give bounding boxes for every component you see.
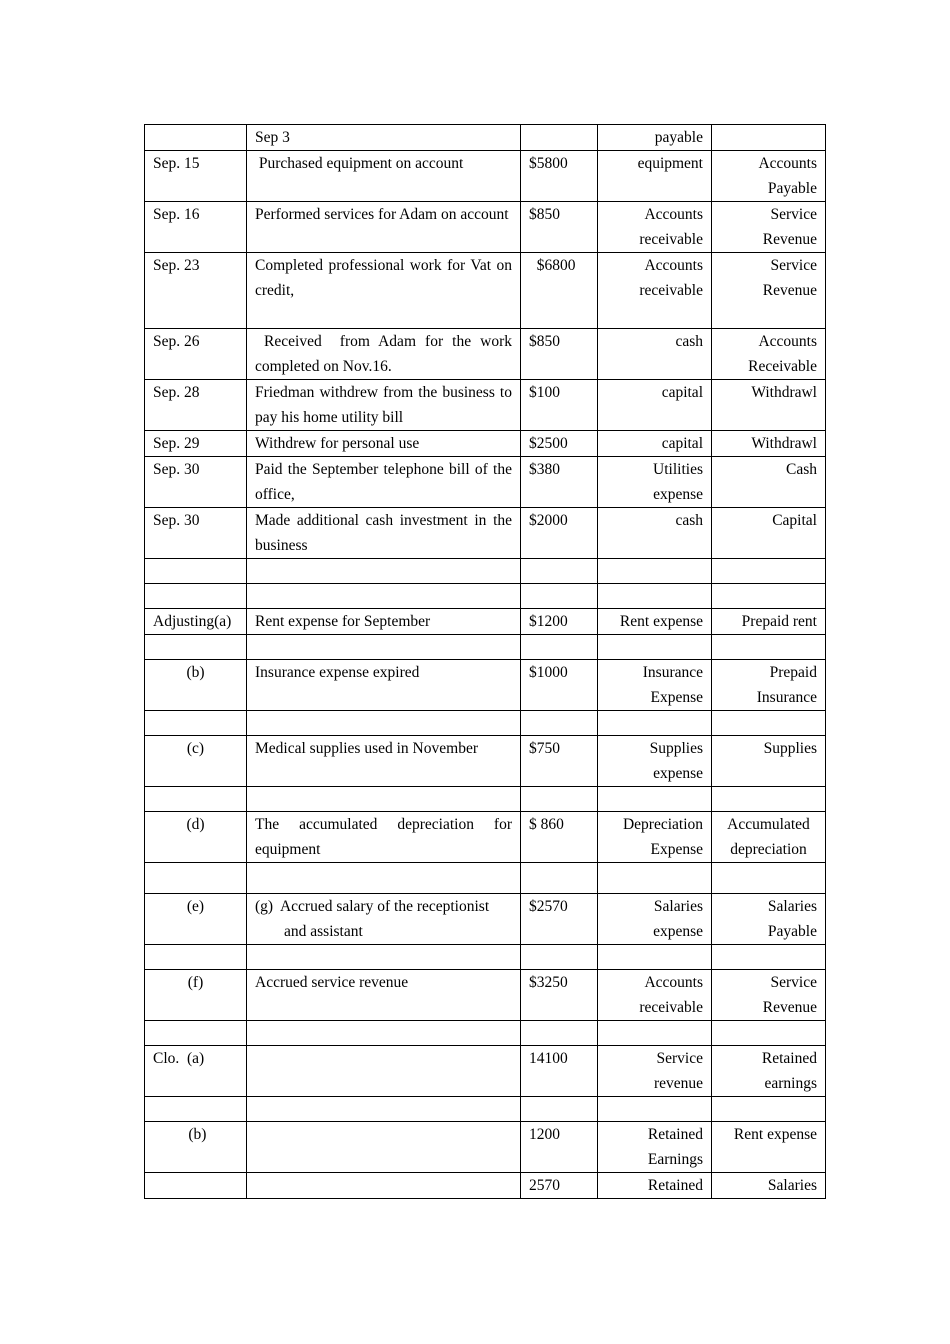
description-cell: Withdrew for personal use — [247, 431, 521, 457]
description-cell — [247, 1097, 521, 1122]
journal-table — [144, 124, 826, 1199]
credit-account-cell: Accumulated depreciation — [712, 812, 826, 863]
date-cell: (c) — [145, 736, 247, 787]
table-row — [145, 584, 826, 609]
credit-account-cell: Service Revenue — [712, 253, 826, 329]
debit-account-cell — [598, 1021, 712, 1046]
credit-account-cell — [712, 711, 826, 736]
table-row — [145, 812, 826, 863]
date-cell — [145, 711, 247, 736]
date-cell: (d) — [145, 812, 247, 863]
table-row — [145, 945, 826, 970]
debit-account-cell — [598, 635, 712, 660]
date-cell: (f) — [145, 970, 247, 1021]
credit-account-cell: Service Revenue — [712, 202, 826, 253]
description-cell: Sep 3 — [247, 125, 521, 151]
credit-account-cell: Capital — [712, 508, 826, 559]
credit-account-cell: Cash — [712, 457, 826, 508]
amount-cell: 1200 — [521, 1122, 598, 1173]
description-cell: Paid the September telephone bill of the office, — [247, 457, 521, 508]
date-cell: Sep. 23 — [145, 253, 247, 329]
debit-account-cell: Retained Earnings — [598, 1122, 712, 1173]
description-cell — [247, 894, 521, 945]
date-cell: Sep. 30 — [145, 457, 247, 508]
amount-cell: $850 — [521, 202, 598, 253]
debit-account-cell: equipment — [598, 151, 712, 202]
description-cell: Completed professional work for Vat on credit, — [247, 253, 521, 329]
description-cell — [247, 1173, 521, 1199]
amount-cell: $1200 — [521, 609, 598, 635]
table-row — [145, 329, 826, 380]
table-row — [145, 202, 826, 253]
date-cell: Sep. 28 — [145, 380, 247, 431]
journal-page — [144, 124, 825, 1199]
amount-cell: 2570 — [521, 1173, 598, 1199]
table-row — [145, 253, 826, 329]
debit-account-cell — [598, 945, 712, 970]
credit-account-cell — [712, 635, 826, 660]
date-cell — [145, 787, 247, 812]
debit-account-cell: Accounts receivable — [598, 253, 712, 329]
description-cell: Performed services for Adam on account — [247, 202, 521, 253]
table-row — [145, 1021, 826, 1046]
amount-cell: $750 — [521, 736, 598, 787]
amount-cell — [521, 787, 598, 812]
table-row — [145, 1097, 826, 1122]
debit-account-cell: Supplies expense — [598, 736, 712, 787]
credit-account-cell — [712, 1021, 826, 1046]
date-cell — [145, 863, 247, 894]
date-cell: Clo. (a) — [145, 1046, 247, 1097]
amount-cell: $1000 — [521, 660, 598, 711]
credit-account-cell — [712, 945, 826, 970]
date-cell: (b) — [145, 660, 247, 711]
date-cell — [145, 559, 247, 584]
description-cell — [247, 635, 521, 660]
description-cell — [247, 559, 521, 584]
table-row — [145, 559, 826, 584]
amount-cell: $2500 — [521, 431, 598, 457]
table-row — [145, 736, 826, 787]
debit-account-cell: Insurance Expense — [598, 660, 712, 711]
table-row — [145, 125, 826, 151]
table-row — [145, 151, 826, 202]
debit-account-cell — [598, 1097, 712, 1122]
description-cell — [247, 1046, 521, 1097]
table-row — [145, 787, 826, 812]
credit-account-cell: Service Revenue — [712, 970, 826, 1021]
credit-account-cell — [712, 1097, 826, 1122]
table-row — [145, 863, 826, 894]
credit-account-cell: Prepaid rent — [712, 609, 826, 635]
credit-account-cell: Accounts Payable — [712, 151, 826, 202]
credit-account-cell: Prepaid Insurance — [712, 660, 826, 711]
credit-account-cell — [712, 125, 826, 151]
debit-account-cell: Service revenue — [598, 1046, 712, 1097]
description-cell: Accrued service revenue — [247, 970, 521, 1021]
debit-account-cell: Salaries expense — [598, 894, 712, 945]
date-cell: Sep. 16 — [145, 202, 247, 253]
debit-account-cell: capital — [598, 380, 712, 431]
date-cell: Sep. 26 — [145, 329, 247, 380]
description-cell: Made additional cash investment in the business — [247, 508, 521, 559]
debit-account-cell: cash — [598, 329, 712, 380]
date-cell: Sep. 30 — [145, 508, 247, 559]
table-row — [145, 711, 826, 736]
debit-account-cell — [598, 863, 712, 894]
credit-account-cell — [712, 584, 826, 609]
amount-cell: $6800 — [521, 253, 598, 329]
date-cell — [145, 945, 247, 970]
debit-account-cell: Rent expense — [598, 609, 712, 635]
amount-cell: $5800 — [521, 151, 598, 202]
date-cell — [145, 635, 247, 660]
debit-account-cell — [598, 584, 712, 609]
date-cell — [145, 125, 247, 151]
description-cell: Insurance expense expired — [247, 660, 521, 711]
amount-cell — [521, 125, 598, 151]
table-row — [145, 431, 826, 457]
amount-cell — [521, 635, 598, 660]
date-cell: Sep. 29 — [145, 431, 247, 457]
amount-cell: $850 — [521, 329, 598, 380]
credit-account-cell — [712, 863, 826, 894]
credit-account-cell: Withdrawl — [712, 380, 826, 431]
description-cell: The accumulated depreciation for equipment — [247, 812, 521, 863]
description-cell — [247, 1122, 521, 1173]
amount-cell: $2570 — [521, 894, 598, 945]
description-cell: Friedman withdrew from the business to pay his home utility bill — [247, 380, 521, 431]
table-row — [145, 970, 826, 1021]
amount-cell: $2000 — [521, 508, 598, 559]
debit-account-cell: capital — [598, 431, 712, 457]
date-cell: (e) — [145, 894, 247, 945]
date-cell — [145, 1021, 247, 1046]
credit-account-cell: Salaries — [712, 1173, 826, 1199]
credit-account-cell: Rent expense — [712, 1122, 826, 1173]
credit-account-cell: Withdrawl — [712, 431, 826, 457]
description-text: (g) Accrued salary of the receptionist and assistant — [255, 898, 494, 940]
debit-account-cell — [598, 711, 712, 736]
debit-account-cell — [598, 559, 712, 584]
description-cell — [247, 787, 521, 812]
credit-account-cell: Retained earnings — [712, 1046, 826, 1097]
amount-cell — [521, 863, 598, 894]
description-cell — [247, 945, 521, 970]
amount-cell: $100 — [521, 380, 598, 431]
amount-cell — [521, 945, 598, 970]
amount-cell: 14100 — [521, 1046, 598, 1097]
description-cell: Purchased equipment on account — [247, 151, 521, 202]
description-cell: Received from Adam for the work completed on Nov.16. — [247, 329, 521, 380]
date-cell: Adjusting(a) — [145, 609, 247, 635]
description-cell — [247, 584, 521, 609]
table-row — [145, 380, 826, 431]
table-row — [145, 894, 826, 945]
credit-account-cell — [712, 787, 826, 812]
table-row — [145, 1122, 826, 1173]
debit-account-cell: payable — [598, 125, 712, 151]
amount-cell — [521, 559, 598, 584]
date-cell — [145, 1097, 247, 1122]
date-cell — [145, 584, 247, 609]
table-row — [145, 609, 826, 635]
description-cell — [247, 1021, 521, 1046]
description-cell — [247, 863, 521, 894]
debit-account-cell: Retained — [598, 1173, 712, 1199]
table-row — [145, 635, 826, 660]
debit-account-cell: Accounts receivable — [598, 202, 712, 253]
debit-account-cell: Utilities expense — [598, 457, 712, 508]
date-cell: Sep. 15 — [145, 151, 247, 202]
table-row — [145, 457, 826, 508]
debit-account-cell — [598, 787, 712, 812]
date-cell: (b) — [145, 1122, 247, 1173]
amount-cell: $3250 — [521, 970, 598, 1021]
credit-account-cell: Supplies — [712, 736, 826, 787]
debit-account-cell: Depreciation Expense — [598, 812, 712, 863]
amount-cell: $ 860 — [521, 812, 598, 863]
description-cell: Rent expense for September — [247, 609, 521, 635]
amount-cell — [521, 711, 598, 736]
debit-account-cell: Accounts receivable — [598, 970, 712, 1021]
description-cell — [247, 711, 521, 736]
table-row — [145, 660, 826, 711]
description-cell: Medical supplies used in November — [247, 736, 521, 787]
table-row — [145, 1173, 826, 1199]
amount-cell: $380 — [521, 457, 598, 508]
table-row — [145, 1046, 826, 1097]
table-row — [145, 508, 826, 559]
credit-account-cell: Salaries Payable — [712, 894, 826, 945]
credit-account-cell — [712, 559, 826, 584]
date-cell — [145, 1173, 247, 1199]
amount-cell — [521, 584, 598, 609]
amount-cell — [521, 1021, 598, 1046]
debit-account-cell: cash — [598, 508, 712, 559]
credit-account-cell: Accounts Receivable — [712, 329, 826, 380]
amount-cell — [521, 1097, 598, 1122]
